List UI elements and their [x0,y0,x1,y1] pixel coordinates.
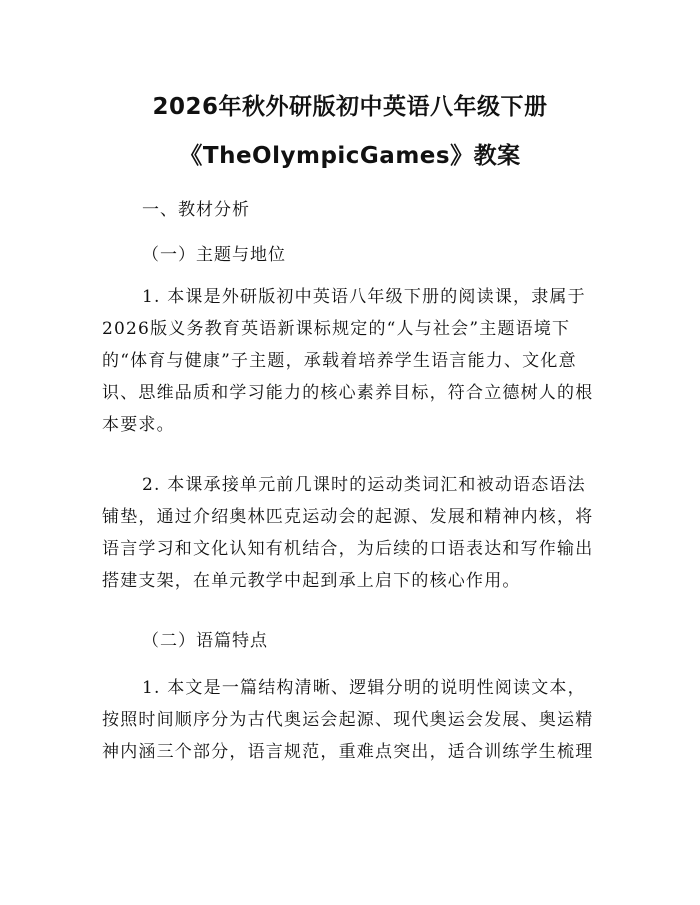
paragraph-3 [102,672,598,768]
paragraph-line: 神内涵三个部分，语言规范，重难点突出，适合训练学生梳理 [102,742,594,762]
paragraph-line: 按照时间顺序分为古代奥运会起源、现代奥运会发展、奥运精 [102,710,594,730]
section-heading-textbook-analysis: 一、教材分析 [142,200,250,220]
subsection-heading-theme-position: （一）主题与地位 [142,245,286,265]
paragraph-line: 的“体育与健康”子主题，承载着培养学生语言能力、文化意 [102,351,577,371]
document-title-line-1: 2026年秋外研版初中英语八年级下册 [152,94,548,120]
paragraph-line: 2. 本课承接单元前几课时的运动类词汇和被动语态语法 [142,475,586,495]
paragraph-line: 语言学习和文化认知有机结合，为后续的口语表达和写作输出 [102,539,594,559]
document-title-line-2: 《TheOlympicGames》教案 [179,143,521,169]
paragraph-line: 1. 本课是外研版初中英语八年级下册的阅读课，隶属于 [142,287,586,307]
paragraph-line: 搭建支架，在单元教学中起到承上启下的核心作用。 [102,571,521,591]
paragraph-2 [102,469,598,597]
subsection-heading-text-features: （二）语篇特点 [142,631,268,651]
paragraph-1 [102,281,598,441]
paragraph-line: 铺垫，通过介绍奥林匹克运动会的起源、发展和精神内核，将 [102,507,594,527]
paragraph-line: 2026版义务教育英语新课标规定的“人与社会”主题语境下 [102,319,571,339]
paragraph-line: 本要求。 [102,415,175,435]
paragraph-line: 识、思维品质和学习能力的核心素养目标，符合立德树人的根 [102,383,594,403]
paragraph-line: 1. 本文是一篇结构清晰、逻辑分明的说明性阅读文本， [142,678,586,698]
